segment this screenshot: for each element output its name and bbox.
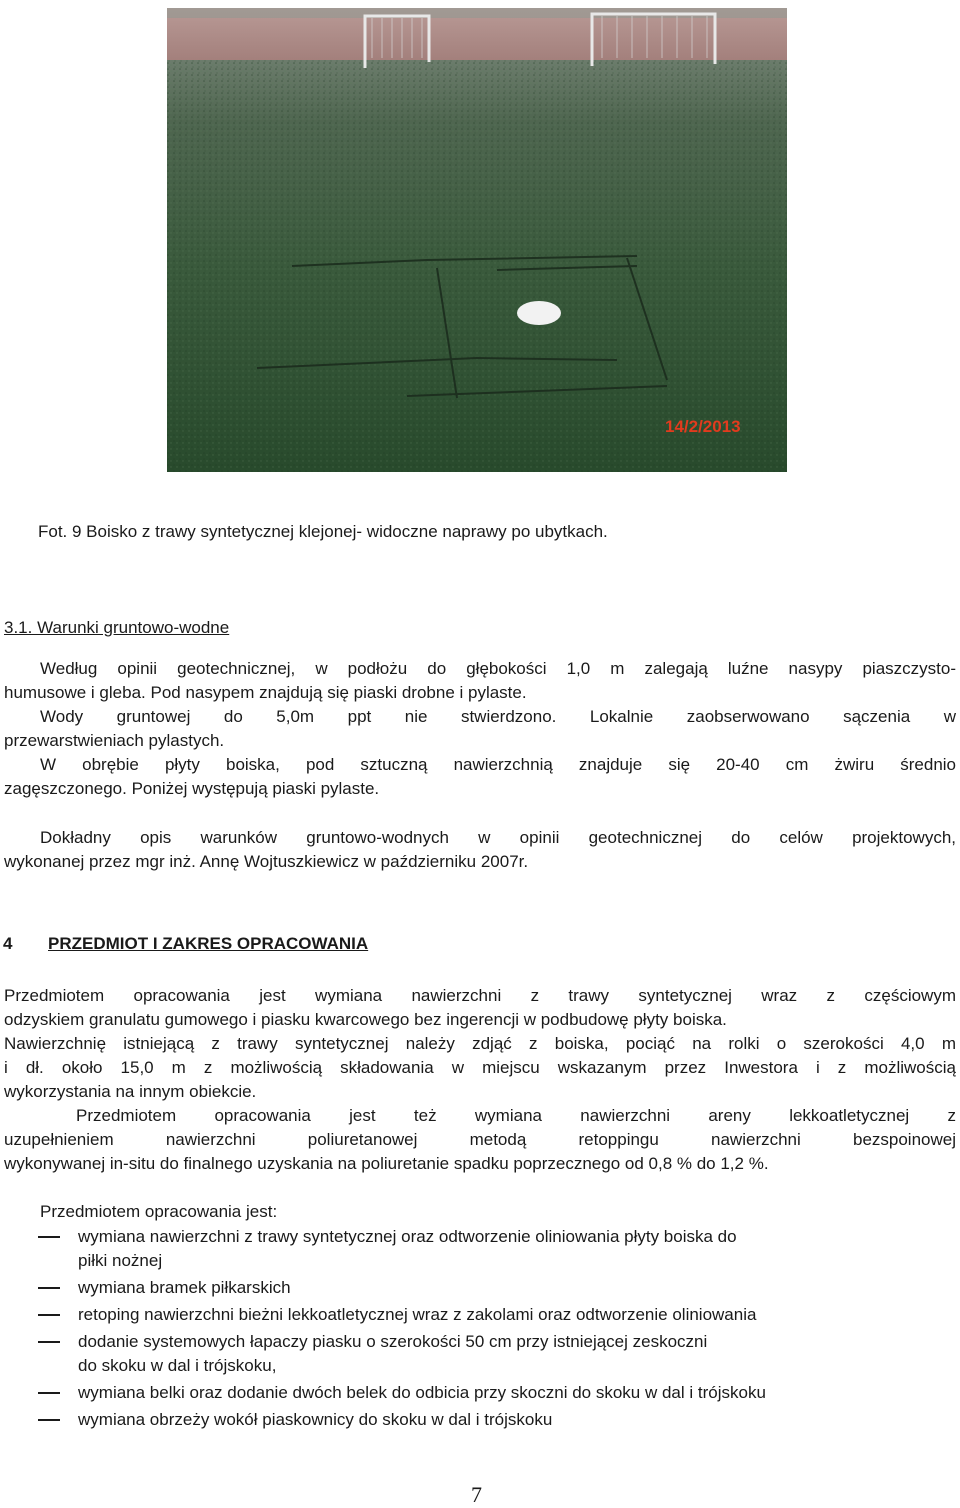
dash-bullet-icon [38, 1314, 60, 1316]
paragraph-line: zagęszczonego. Poniżej występują piaski pylaste. [4, 779, 380, 798]
paragraph-line: odzyskiem granulatu gumowego i piasku kwarcowego bez ingerencji w podbudowę płyty boiska. [4, 1010, 727, 1029]
paragraph-line: przewarstwieniach pylastych. [4, 731, 225, 750]
dash-bullet-icon [38, 1392, 60, 1394]
list-intro: Przedmiotem opracowania jest: [40, 1202, 278, 1221]
list-item: dodanie systemowych łapaczy piasku o szerokości 50 cm przy istniejącej zeskoczni do skoku w dal i trójskoku, [0, 1330, 960, 1378]
dash-bullet-icon [38, 1341, 60, 1343]
list-item: retoping nawierzchni bieżni lekkoatletycznej wraz z zakolami oraz odtworzenie oliniowania [0, 1303, 960, 1327]
paragraph-line: uzupełnieniem nawierzchni poliuretanowej metodą retoppingu nawierzchni bezspoinowej [4, 1130, 956, 1149]
paragraph-line: wykorzystania na innym obiekcie. [4, 1082, 257, 1101]
paragraph-line: wykonywanej in-situ do finalnego uzyskania na poliuretanie spadku poprzecznego od 0,8 % do 1,2 %. [4, 1154, 769, 1173]
list-item: wymiana belki oraz dodanie dwóch belek do odbicia przy skoczni do skoku w dal i trójskoku [0, 1381, 960, 1405]
list-item: wymiana obrzeży wokół piaskownicy do skoku w dal i trójskoku [0, 1408, 960, 1432]
paragraph-line: Przedmiotem opracowania jest wymiana nawierzchni z trawy syntetycznej wraz z częściowym [4, 986, 956, 1005]
section-title-4: PRZEDMIOT I ZAKRES OPRACOWANIA [48, 934, 369, 953]
dash-bullet-icon [38, 1287, 60, 1289]
dash-bullet-icon [38, 1419, 60, 1421]
list-item: wymiana bramek piłkarskich [0, 1276, 960, 1300]
paragraph-line: W obrębie płyty boiska, pod sztuczną nawierzchnią znajduje się 20-40 cm żwiru średnio [40, 755, 956, 774]
scope-list [0, 1225, 960, 1432]
dash-bullet-icon [38, 1236, 60, 1238]
paragraph-line: Według opinii geotechnicznej, w podłożu do głębokości 1,0 m zalegają luźne nasypy piaszczysto- [40, 659, 956, 678]
turf-field-photo [167, 8, 787, 472]
paragraph-line: Wody gruntowej do 5,0m ppt nie stwierdzono. Lokalnie zaobserwowano sączenia w [40, 707, 956, 726]
paragraph-line: Przedmiotem opracowania jest też wymiana nawierzchni areny lekkoatletycznej z [76, 1106, 956, 1125]
page-number: 7 [471, 1482, 482, 1507]
paragraph-line: i dł. około 15,0 m z możliwością składowania w miejscu wskazanym przez Inwestora i z możliwością [4, 1058, 956, 1077]
paragraph-line: wykonanej przez mgr inż. Annę Wojtuszkiewicz w październiku 2007r. [4, 852, 529, 871]
section-number-4: 4 [3, 934, 13, 953]
paragraph-line: humusowe i gleba. Pod nasypem znajdują się piaski drobne i pylaste. [4, 683, 527, 702]
paragraph-line: Nawierzchnię istniejącą z trawy syntetycznej należy zdjąć z boiska, pociąć na rolki o szerokości 4,0 m [4, 1034, 956, 1053]
artificial-turf-field-photo [167, 8, 787, 472]
paragraph-line: Dokładny opis warunków gruntowo-wodnych w opinii geotechnicznej do celów projektowych, [40, 828, 956, 847]
list-item: wymiana nawierzchni z trawy syntetycznej oraz odtworzenie oliniowania płyty boiska do piłki nożnej [0, 1225, 960, 1273]
photo-date-stamp: 14/2/2013 [665, 417, 741, 436]
photo-caption: Fot. 9 Boisko z trawy syntetycznej klejonej- widoczne naprawy po ubytkach. [38, 522, 608, 541]
section-heading-3-1: 3.1. Warunki gruntowo-wodne [4, 618, 230, 637]
